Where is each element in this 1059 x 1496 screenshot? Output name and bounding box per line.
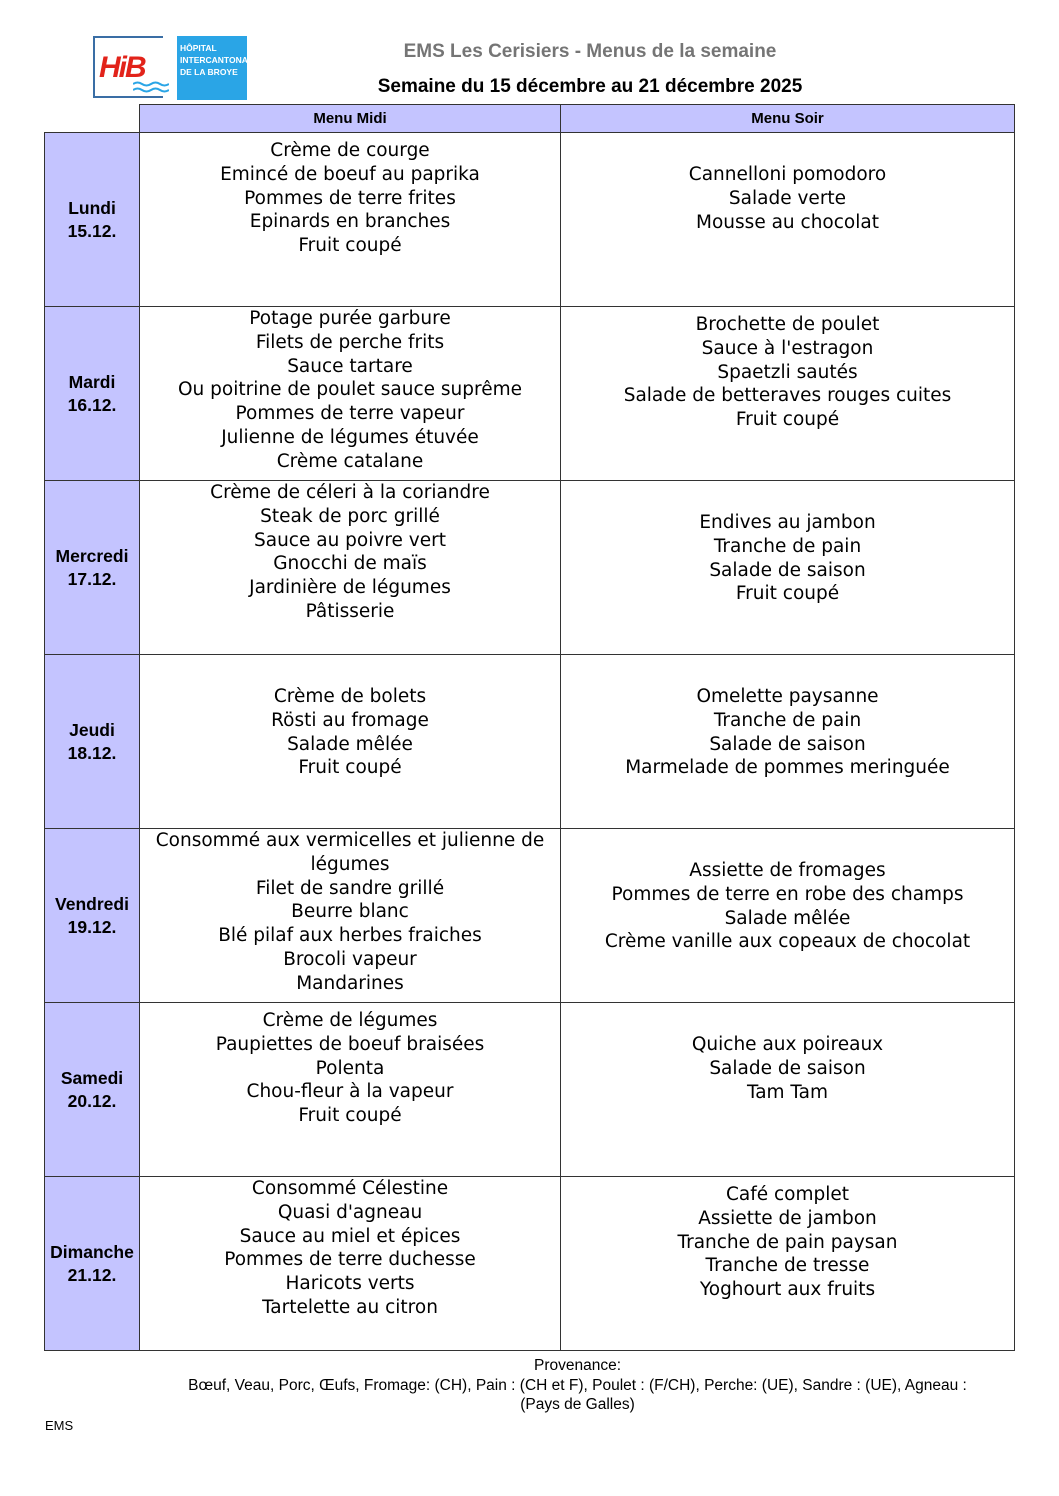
logo-mark-text: HiB bbox=[99, 51, 145, 84]
menu-item: Quiche aux poireaux bbox=[691, 1034, 884, 1055]
logo-line: HÔPITAL bbox=[180, 43, 217, 53]
menu-item: Salade mêlée bbox=[287, 733, 413, 755]
menu-soir-cell bbox=[561, 481, 1015, 655]
menu-item: Salade mêlée bbox=[724, 907, 851, 929]
menu-item: Salade de betteraves rouges cuites bbox=[623, 385, 952, 407]
menu-item: Salade de saison bbox=[709, 559, 866, 581]
menu-item: Assiette de fromages bbox=[689, 860, 886, 881]
menu-item: Crème de bolets bbox=[273, 686, 427, 707]
provenance-text: Bœuf, Veau, Porc, Œufs, Fromage: (CH), Pain : (CH et F), Poulet : (F/CH), Perche: (UE), Sandre : (UE), Agneau : bbox=[188, 1376, 967, 1394]
menu-midi-cell bbox=[140, 829, 561, 1003]
day-name: Vendredi bbox=[55, 893, 129, 914]
menu-item: Sauce au poivre vert bbox=[254, 529, 446, 551]
provenance-label: Provenance: bbox=[533, 1357, 622, 1374]
menu-item: Tranche de pain bbox=[713, 535, 862, 557]
menu-item: Assiette de jambon bbox=[698, 1207, 877, 1229]
menu-midi-cell bbox=[140, 655, 561, 829]
menu-soir-cell bbox=[561, 1003, 1015, 1177]
menu-item: Tranche de pain bbox=[713, 709, 862, 731]
menu-item: Emincé de boeuf au paprika bbox=[220, 163, 480, 185]
menu-soir-cell bbox=[561, 133, 1015, 307]
menu-item: Chou-fleur à la vapeur bbox=[246, 1081, 454, 1103]
menu-item: Crème vanille aux copeaux de chocolat bbox=[604, 931, 971, 953]
menu-item: Marmelade de pommes meringuée bbox=[625, 757, 950, 779]
menu-item: Fruit coupé bbox=[735, 583, 840, 605]
menu-item: Cannelloni pomodoro bbox=[688, 164, 887, 185]
table-row bbox=[45, 1177, 1015, 1351]
menu-item: Mandarines bbox=[296, 972, 404, 994]
menu-item: Mousse au chocolat bbox=[696, 211, 879, 233]
menu-item: Yoghourt aux fruits bbox=[699, 1279, 876, 1301]
menu-item: Steak de porc grillé bbox=[260, 505, 440, 527]
menu-item: Spaetzli sautés bbox=[717, 361, 858, 383]
table-row bbox=[45, 1003, 1015, 1177]
menu-item: Polenta bbox=[315, 1057, 385, 1079]
menu-item: Blé pilaf aux herbes fraiches bbox=[218, 925, 482, 947]
menu-soir-cell bbox=[561, 829, 1015, 1003]
menu-item: Haricots verts bbox=[285, 1273, 415, 1295]
day-name: Lundi bbox=[68, 197, 116, 218]
menu-item: Filet de sandre grillé bbox=[255, 877, 445, 899]
day-date: 20.12. bbox=[67, 1090, 117, 1111]
menu-item: Tam Tam bbox=[746, 1081, 829, 1103]
day-name: Mardi bbox=[68, 371, 116, 392]
menu-item: Consommé aux vermicelles et julienne de bbox=[155, 830, 545, 851]
menu-item: Fruit coupé bbox=[298, 757, 402, 779]
day-cell bbox=[45, 307, 140, 481]
menu-item: Pommes de terre frites bbox=[244, 187, 456, 209]
provenance-note bbox=[140, 1356, 1015, 1415]
menu-item: Paupiettes de boeuf braisées bbox=[215, 1033, 485, 1055]
hospital-logo bbox=[93, 36, 254, 100]
menu-item: Crème catalane bbox=[276, 450, 424, 472]
menu-item: Sauce au miel et épices bbox=[239, 1225, 461, 1247]
wave-icon bbox=[133, 80, 169, 94]
menu-item: légumes bbox=[310, 853, 390, 875]
menu-item: Crème de légumes bbox=[262, 1010, 438, 1031]
day-cell bbox=[45, 481, 140, 655]
menu-item: Crème de courge bbox=[270, 140, 430, 161]
logo-line: DE LA BROYE bbox=[180, 67, 238, 77]
menu-item: Salade de saison bbox=[709, 733, 866, 755]
menu-item: Jardinière de légumes bbox=[249, 577, 451, 599]
table-header-row bbox=[45, 105, 1015, 133]
day-date: 18.12. bbox=[67, 742, 117, 763]
menu-item: Filets de perche frits bbox=[255, 331, 445, 353]
menu-soir-cell bbox=[561, 655, 1015, 829]
table-row bbox=[45, 133, 1015, 307]
table-row bbox=[45, 829, 1015, 1003]
day-date: 16.12. bbox=[67, 394, 117, 415]
column-header-midi: Menu Midi bbox=[140, 105, 561, 133]
menu-midi-cell bbox=[140, 481, 561, 655]
menu-item: Endives au jambon bbox=[699, 512, 876, 533]
week-subtitle: Semaine du 15 décembre au 21 décembre 2025 bbox=[377, 76, 803, 97]
day-cell bbox=[45, 829, 140, 1003]
menu-midi-cell bbox=[140, 133, 561, 307]
menu-item: Crème de céleri à la coriandre bbox=[210, 482, 490, 503]
header-corner bbox=[45, 105, 140, 133]
menu-midi-cell bbox=[140, 1177, 561, 1351]
menu-item: Pommes de terre duchesse bbox=[224, 1249, 476, 1271]
logo-line: INTERCANTONAL bbox=[180, 55, 254, 65]
day-date: 17.12. bbox=[67, 568, 117, 589]
menu-item: Epinards en branches bbox=[249, 211, 451, 233]
day-cell bbox=[45, 1177, 140, 1351]
menu-item: Omelette paysanne bbox=[696, 686, 879, 707]
day-cell bbox=[45, 655, 140, 829]
logo-name-block bbox=[177, 36, 254, 100]
menu-item: Salade de saison bbox=[709, 1057, 866, 1079]
menu-item: Brochette de poulet bbox=[695, 314, 880, 335]
menu-item: Julienne de légumes étuvée bbox=[221, 426, 479, 448]
day-date: 19.12. bbox=[67, 916, 117, 937]
menu-item: Potage purée garbure bbox=[249, 308, 451, 329]
menu-item: Pommes de terre vapeur bbox=[235, 403, 465, 425]
menu-soir-cell bbox=[561, 307, 1015, 481]
menu-item: Consommé Célestine bbox=[251, 1178, 449, 1199]
day-name: Jeudi bbox=[69, 719, 115, 740]
menu-item: Café complet bbox=[725, 1184, 850, 1205]
day-date: 15.12. bbox=[67, 220, 117, 241]
menu-midi-cell bbox=[140, 1003, 561, 1177]
menu-table bbox=[44, 104, 1015, 1351]
page-title: EMS Les Cerisiers - Menus de la semaine bbox=[403, 41, 777, 62]
day-cell bbox=[45, 1003, 140, 1177]
menu-item: Rösti au fromage bbox=[271, 709, 429, 731]
menu-item: Ou poitrine de poulet sauce suprême bbox=[177, 379, 523, 401]
menu-item: Beurre blanc bbox=[291, 901, 409, 923]
menu-item: Pommes de terre en robe des champs bbox=[611, 883, 964, 905]
column-header-soir: Menu Soir bbox=[561, 105, 1015, 133]
menu-item: Fruit coupé bbox=[298, 235, 402, 257]
menu-item: Pâtisserie bbox=[305, 600, 395, 622]
day-cell bbox=[45, 133, 140, 307]
menu-item: Fruit coupé bbox=[298, 1105, 402, 1127]
menu-item: Sauce à l'estragon bbox=[701, 337, 874, 359]
menu-item: Sauce tartare bbox=[287, 355, 413, 377]
day-date: 21.12. bbox=[67, 1264, 117, 1285]
table-row bbox=[45, 481, 1015, 655]
menu-soir-cell bbox=[561, 1177, 1015, 1351]
menu-item: Salade verte bbox=[728, 187, 847, 209]
provenance-text-continued: (Pays de Galles) bbox=[520, 1396, 635, 1413]
logo-mark-box bbox=[93, 36, 163, 98]
day-name: Mercredi bbox=[55, 545, 129, 566]
menu-item: Fruit coupé bbox=[735, 409, 840, 431]
footer-label: EMS bbox=[45, 1418, 74, 1433]
menu-item: Brocoli vapeur bbox=[283, 948, 417, 970]
menu-midi-cell bbox=[140, 307, 561, 481]
menu-item: Tranche de tresse bbox=[705, 1255, 870, 1277]
day-name: Dimanche bbox=[50, 1241, 134, 1262]
menu-item: Gnocchi de maïs bbox=[273, 553, 427, 575]
table-row bbox=[45, 307, 1015, 481]
menu-item: Tartelette au citron bbox=[262, 1296, 438, 1318]
menu-item: Tranche de pain paysan bbox=[677, 1231, 898, 1253]
table-row bbox=[45, 655, 1015, 829]
menu-item: Quasi d'agneau bbox=[277, 1201, 423, 1223]
day-name: Samedi bbox=[60, 1067, 124, 1088]
